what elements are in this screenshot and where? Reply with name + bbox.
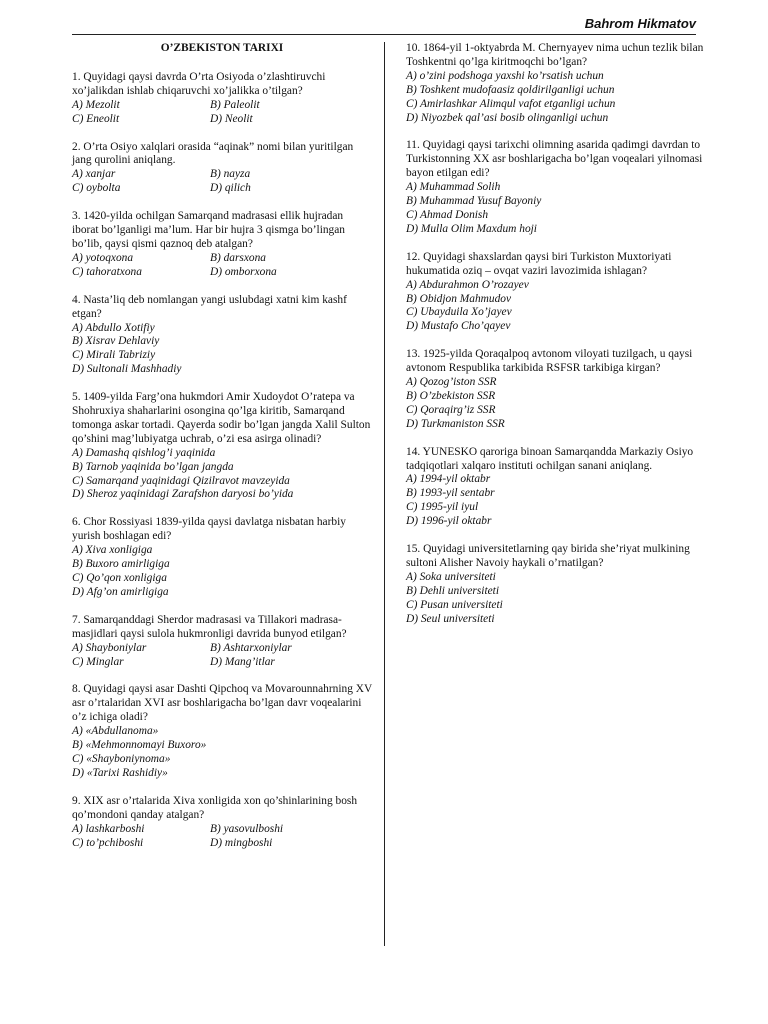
question-10 bbox=[406, 42, 706, 125]
options bbox=[406, 181, 706, 237]
option-a: A) Mezolit bbox=[72, 98, 120, 111]
option-d: D) mingboshi bbox=[210, 836, 273, 849]
option-b: B) Obidjon Mahmudov bbox=[406, 292, 512, 305]
options bbox=[72, 544, 372, 600]
question-6 bbox=[72, 516, 372, 599]
option-d: D) Mustafo Cho’qayev bbox=[406, 320, 511, 333]
option-c: C) to’pchiboshi bbox=[72, 836, 144, 849]
header-author: Bahrom Hikmatov bbox=[584, 16, 696, 31]
question-text: 2. O’rta Osiyo xalqlari orasida “aqinak” nomi bilan yuritilgan jang qurolini aniqlang. bbox=[72, 140, 354, 167]
option-a: A) o’zini podshoga yaxshi ko’rsatish uchun bbox=[406, 69, 604, 82]
option-c: C) Minglar bbox=[72, 655, 124, 668]
question-text: 9. XIX asr o’rtalarida Xiva xonligida xon qo’shinlarining bosh qo’mondoni qanday atalgan? bbox=[72, 794, 358, 821]
question-text: 13. 1925-yilda Qoraqalpoq avtonom viloyati tuzilgach, u qaysi avtonom Respublika tarkibida RSFSR tarkibiga kirgan? bbox=[406, 348, 693, 375]
option-c: C) Eneolit bbox=[72, 112, 120, 125]
option-a: A) Muhammad Solih bbox=[406, 181, 501, 194]
question-7 bbox=[72, 614, 372, 670]
question-text: 1. Quyidagi qaysi davrda O’rta Osiyoda o’zlashtiruvchi xo’jalikdan ishlab chiqaruvchi xo’jalikka o’tilgan? bbox=[72, 70, 326, 97]
options bbox=[406, 70, 706, 126]
option-a: A) Soka universiteti bbox=[406, 570, 496, 583]
option-d: D) «Tarixi Rashidiy» bbox=[72, 766, 168, 779]
option-c: C) «Shayboniynoma» bbox=[72, 752, 171, 765]
option-c: C) 1995-yil iyul bbox=[406, 501, 479, 514]
option-c: C) Ubayduila Xo’jayev bbox=[406, 306, 512, 319]
options bbox=[406, 279, 706, 335]
options bbox=[406, 571, 706, 627]
option-a: A) xanjar bbox=[72, 168, 116, 181]
question-text: 15. Quyidagi universitetlarning qay birida she’riyat mulkining sultoni Alisher Navoiy haykali o’rnatilgan? bbox=[406, 543, 690, 569]
option-d: D) Turkmaniston SSR bbox=[406, 417, 505, 430]
option-a: A) Shayboniylar bbox=[72, 641, 147, 654]
option-b: B) Dehli universiteti bbox=[406, 584, 499, 597]
question-1 bbox=[72, 71, 372, 127]
option-c: C) Ahmad Donish bbox=[406, 208, 489, 221]
question-15 bbox=[406, 543, 706, 626]
header-divider bbox=[72, 34, 696, 35]
option-d: D) Sheroz yaqinidagi Zarafshon daryosi bo’yida bbox=[72, 488, 294, 501]
question-2 bbox=[72, 141, 372, 197]
question-text: 11. Quyidagi qaysi tarixchi olimning asarida qadimgi davrdan to Turkistonning XX asr boshlarigacha bo’lgan voqealari yilnomasi bayon etilgan edi? bbox=[406, 139, 703, 180]
options bbox=[72, 725, 372, 781]
option-b: B) 1993-yil sentabr bbox=[406, 487, 495, 500]
question-3 bbox=[72, 210, 372, 280]
question-8 bbox=[72, 683, 372, 780]
options bbox=[72, 99, 372, 127]
option-b: B) Ashtarxoniylar bbox=[210, 641, 292, 654]
question-text: 8. Quyidagi qaysi asar Dashti Qipchoq va Movarounnahrning XV asr o’rtalaridan XVI asr boshlarigacha bo’lgan davr voqealarini o’z ichiga oladi? bbox=[72, 683, 373, 724]
option-a: A) lashkarboshi bbox=[72, 822, 145, 835]
question-text: 6. Chor Rossiyasi 1839-yilda qaysi davlatga nisbatan harbiy yurish boshlagan edi? bbox=[72, 516, 346, 543]
option-c: C) oybolta bbox=[72, 182, 121, 195]
option-a: A) 1994-yil oktabr bbox=[406, 473, 491, 486]
option-a: A) Abdurahmon O’rozayev bbox=[406, 278, 529, 291]
option-d: D) Neolit bbox=[210, 112, 253, 125]
question-9 bbox=[72, 795, 372, 851]
option-a: A) Qozog’iston SSR bbox=[406, 376, 497, 389]
question-14 bbox=[406, 446, 706, 529]
options bbox=[72, 252, 372, 280]
option-b: B) «Mehmonnomayi Buxoro» bbox=[72, 739, 207, 752]
right-column bbox=[406, 42, 706, 641]
option-c: C) Amirlashkar Alimqul vafot etganligi uchun bbox=[406, 97, 616, 110]
options bbox=[72, 642, 372, 670]
question-text: 5. 1409-yilda Farg’ona hukmdori Amir Xudoydot O’ratepa va Shohruxiya shaharlarini osongina qo’lga kiritib, Samarqand tomonga askar tortadi. Qayerda sodir bo’lgan jangda Xalil Sulton qo’shini mag’lubiyatga uchrab, o’zi esa asirga olinadi? bbox=[72, 391, 371, 445]
option-c: C) Samarqand yaqinidagi Qizilravot mavzeyida bbox=[72, 474, 290, 487]
option-c: C) Qoraqirg’iz SSR bbox=[406, 403, 496, 416]
option-d: D) Afg’on amirligiga bbox=[72, 585, 169, 598]
option-d: D) qilich bbox=[210, 182, 251, 195]
question-text: 12. Quyidagi shaxslardan qaysi biri Turkiston Muxtoriyati hukumatida oziq – ovqat vaziri lavozimida ishlagan? bbox=[406, 250, 672, 277]
left-column bbox=[72, 42, 372, 864]
option-c: C) Mirali Tabriziy bbox=[72, 349, 156, 362]
option-c: C) tahoratxona bbox=[72, 265, 142, 278]
option-b: B) Buxoro amirligiga bbox=[72, 558, 170, 571]
option-a: A) «Abdullanoma» bbox=[72, 725, 159, 738]
question-text: 4. Nasta’liq deb nomlangan yangi uslubdagi xatni kim kashf etgan? bbox=[72, 293, 347, 320]
option-d: D) Seul universiteti bbox=[406, 612, 495, 625]
options bbox=[72, 322, 372, 378]
column-divider bbox=[384, 42, 385, 946]
question-text: 10. 1864-yil 1-oktyabrda M. Chernyayev nima uchun tezlik bilan Toshkentni qo’lga kiritmoqchi bo’lgan? bbox=[406, 42, 704, 68]
option-a: A) Xiva xonligiga bbox=[72, 544, 153, 557]
options bbox=[72, 823, 372, 851]
option-b: B) Toshkent mudofaasiz qoldirilganligi uchun bbox=[406, 83, 615, 96]
option-b: B) Xisrav Dehlaviy bbox=[72, 335, 160, 348]
option-b: B) Muhammad Yusuf Bayoniy bbox=[406, 195, 542, 208]
options bbox=[406, 473, 706, 529]
options bbox=[72, 447, 372, 503]
option-d: D) Mulla Olim Maxdum hoji bbox=[406, 222, 537, 235]
options bbox=[72, 168, 372, 196]
question-13 bbox=[406, 348, 706, 431]
option-d: D) omborxona bbox=[210, 265, 277, 278]
question-11 bbox=[406, 139, 706, 236]
question-12 bbox=[406, 251, 706, 334]
option-b: B) Tarnob yaqinida bo’lgan jangda bbox=[72, 460, 234, 473]
option-b: B) nayza bbox=[210, 168, 251, 181]
question-text: 3. 1420-yilda ochilgan Samarqand madrasasi ellik hujradan iborat bo’lganligi ma’lum. Har bir hujra 3 qismga bo’lingan bo’lib, qaysi qismi qaznoq deb atalgan? bbox=[72, 210, 345, 250]
option-d: D) Mang’itlar bbox=[210, 655, 275, 668]
option-d: D) 1996-yil oktabr bbox=[406, 515, 492, 528]
options bbox=[406, 376, 706, 432]
option-c: C) Pusan universiteti bbox=[406, 598, 503, 611]
option-b: B) yasovulboshi bbox=[210, 822, 284, 835]
question-text: 7. Samarqanddagi Sherdor madrasasi va Tillakori madrasa-masjidlari qaysi sulola hukmronligi davrida bunyod etilgan? bbox=[72, 613, 347, 640]
option-d: D) Sultonali Mashhadiy bbox=[72, 363, 182, 376]
option-b: B) O’zbekiston SSR bbox=[406, 389, 496, 402]
option-a: A) Damashq qishlog’i yaqinida bbox=[72, 446, 216, 459]
question-text: 14. YUNESKO qaroriga binoan Samarqandda Markaziy Osiyo tadqiqotlari xalqaro instituti ochilgan sanani aniqlang. bbox=[406, 445, 694, 472]
page-title: O’ZBEKISTON TARIXI bbox=[160, 42, 284, 54]
option-d: D) Niyozbek qal’asi bosib olinganligi uchun bbox=[406, 111, 609, 124]
question-4 bbox=[72, 294, 372, 377]
option-a: A) Abdullo Xotifiy bbox=[72, 321, 155, 334]
question-5 bbox=[72, 391, 372, 502]
option-b: B) darsxona bbox=[210, 251, 266, 264]
option-b: B) Paleolit bbox=[210, 98, 260, 111]
option-a: A) yotoqxona bbox=[72, 251, 134, 264]
option-c: C) Qo’qon xonligiga bbox=[72, 572, 167, 584]
